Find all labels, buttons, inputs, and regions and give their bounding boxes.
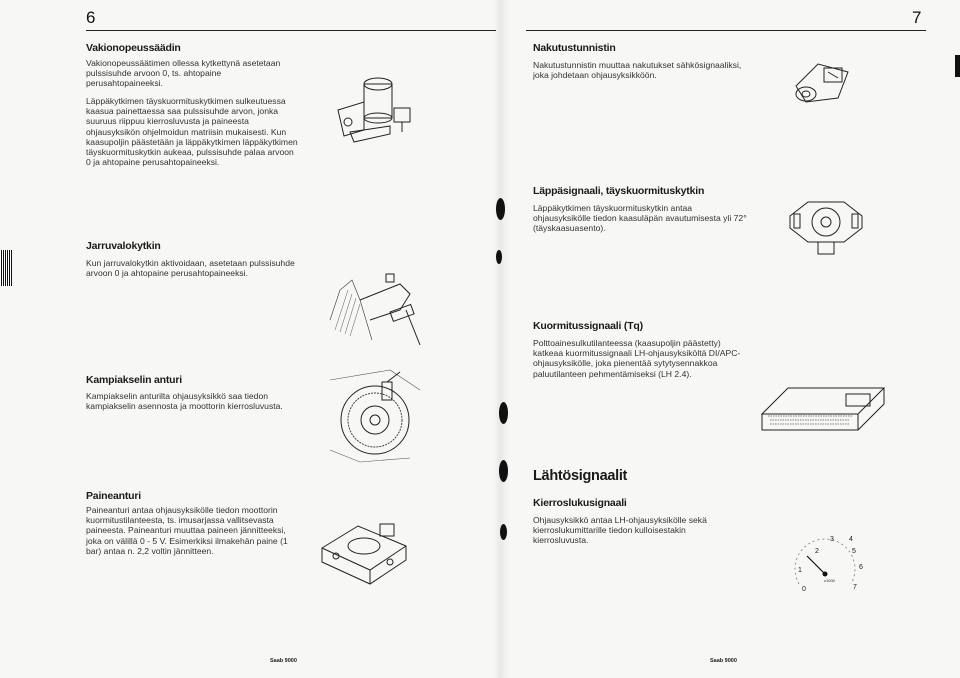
section-title: Kuormitussignaali (Tq) [533,320,643,332]
binding-hole [496,250,502,264]
tacho-label: 1 [798,567,802,574]
section-paragraph: Läppäkytkimen täyskuormituskytkimen sulkeutuessa kaasua painettaessa saa pulssisuhde arvon, jonka suuruus riippuu kierrosluvusta ja paineesta ohjausyksikön ohjelmoidun matriisin mukaisesti. Kun kaasupoljin päästetään ja läppäkytkimen läppäkytkimen täyskuormituskytkin aukeaa, pulssisuhde palaa arvoon 0 ja ahtopaine perusahtopaineeksi. [86,96,298,168]
page-number: 6 [86,8,96,27]
section-title: Nakutustunnistin [533,42,616,54]
section-paragraph: Läppäkytkimen täyskuormituskytkin antaa ohjausyksikölle tiedon kaasuläpän avautumisesta yli 72° (täyskaasuasento). [533,203,747,234]
scan-edge-mark [0,250,12,286]
binding-hole [499,460,508,482]
chapter-title: Lähtösignaalit [533,468,628,484]
header-rule [526,30,926,31]
tacho-label: 7 [853,584,857,591]
tacho-label: 0 [802,586,806,593]
section-title: Läppäsignaali, täyskuormituskytkin [533,185,705,197]
section-paragraph: Kampiakselin anturilta ohjausyksikkö saa tiedon kampiakselin asennosta ja moottorin kierrosluvusta. [86,391,283,412]
throttle-switch-illustration [786,192,866,267]
valve-illustration [330,70,420,150]
control-unit-illustration [758,380,888,440]
crankshaft-sensor-illustration [330,370,430,465]
tacho-label: 6 [859,564,863,571]
header-rule [86,30,496,31]
binding-hole [500,524,507,540]
scan-edge-mark [955,55,960,77]
section-paragraph: Polttoainesulkutilanteessa (kaasupoljin päästetty) katkeaa kuormitussignaali LH-ohjausyksiköltä DI/APC-ohjausyksikölle, joka pienentää sytytysennakkoa paluutilanteen pehmentämiseksi (LH 2.4). [533,338,741,379]
section-title: Vakionopeussäädin [86,42,181,54]
pressure-sensor-illustration [318,518,413,593]
tacho-label: 2 [815,548,819,555]
binding-hole [496,198,505,220]
section-paragraph: Vakionopeussäätimen ollessa kytkettynä asetetaan pulssisuhde arvoon 0, ts. ahtopaine perusahtopaineeksi. [86,58,281,89]
section-title: Jarruvalokytkin [86,240,161,252]
book-spine [494,0,510,678]
brake-pedal-illustration [330,270,430,350]
section-paragraph: Ohjausyksikkö antaa LH-ohjausyksikölle sekä kierroslukumittarille tiedon kulloisestakin kierrosluvusta. [533,515,707,546]
section-title: Paineanturi [86,490,141,502]
section-paragraph: Paineanturi antaa ohjausyksikölle tiedon moottorin kuormitustilanteesta, ts. imusarjassa vallitsevasta paineesta. Paineanturi muuttaa paineen jännitteeksi, joka on välillä 0 - 5 V. Esimerkiksi ilmakehän paine (1 bar) antaa n. 2,2 voltin jännitteen. [86,505,288,556]
tacho-units: x1000 [824,578,835,583]
section-paragraph: Nakutustunnistin muuttaa nakutukset sähkösignaaliksi, joka johdetaan ohjausyksikköön. [533,60,742,81]
page-footer: Saab 9000 [710,658,737,664]
knock-sensor-illustration [790,58,860,108]
tacho-label: 5 [852,548,856,555]
tacho-label: 4 [849,536,853,543]
page-footer: Saab 9000 [270,658,297,664]
section-title: Kierroslukusignaali [533,497,627,509]
tacho-label: 3 [830,536,834,543]
page-number: 7 [912,8,922,27]
section-title: Kampiakselin anturi [86,374,182,386]
binding-hole [499,402,508,424]
section-paragraph: Kun jarruvalokytkin aktivoidaan, asetetaan pulssisuhde arvoon 0 ja ahtopaine perusahtopaineeksi. [86,258,295,279]
